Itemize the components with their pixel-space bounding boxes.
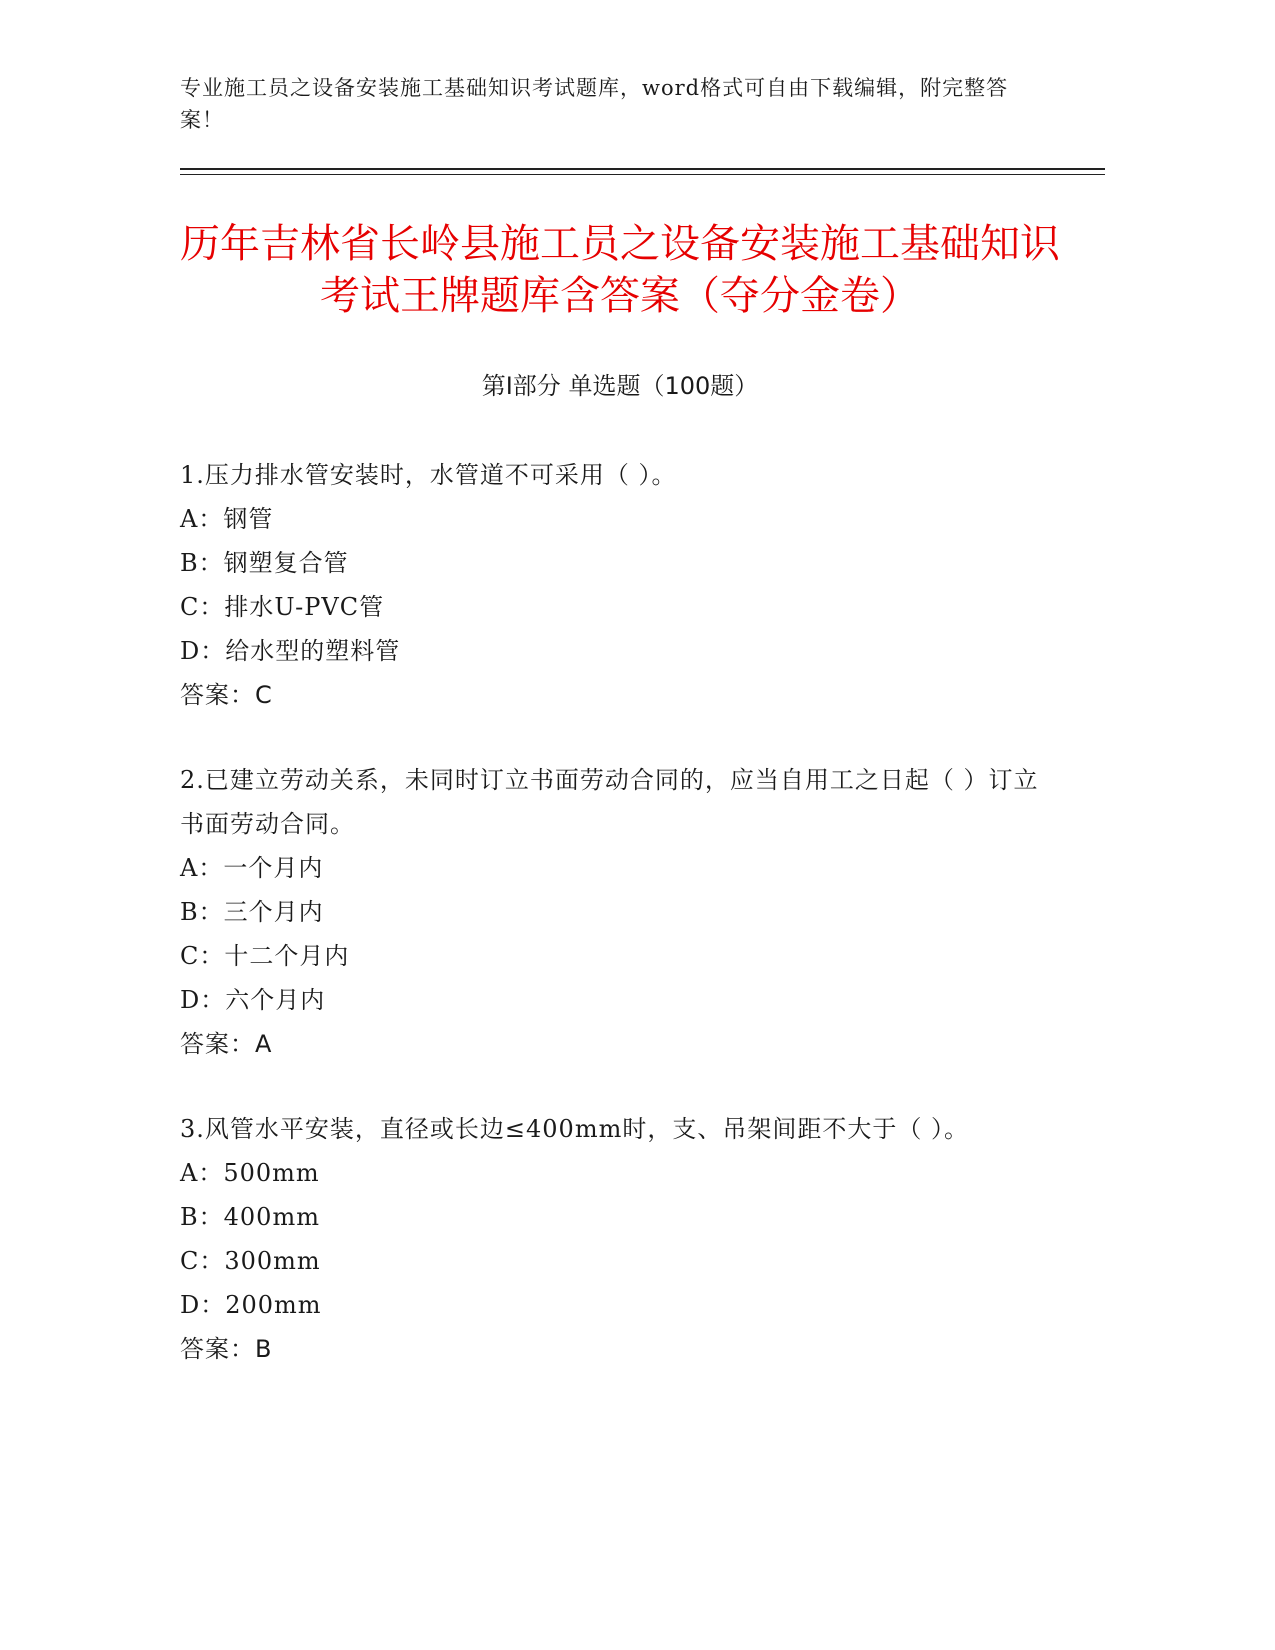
question-stem: 1.压力排水管安装时，水管道不可采用（ ）。 bbox=[180, 461, 677, 489]
option-c: C：十二个月内 bbox=[180, 942, 350, 970]
answer: 答案：B bbox=[180, 1335, 273, 1363]
question-3 bbox=[180, 1107, 1040, 1371]
header-note: 专业施工员之设备安装施工基础知识考试题库，word格式可自由下载编辑，附完整答案！ bbox=[180, 76, 1009, 132]
option-d: D：六个月内 bbox=[180, 986, 326, 1014]
option-b: B：400mm bbox=[180, 1203, 320, 1231]
option-a: A：钢管 bbox=[180, 505, 274, 533]
option-c: C：排水U-PVC管 bbox=[180, 593, 385, 621]
question-1 bbox=[180, 453, 1040, 717]
question-2 bbox=[180, 758, 1040, 1066]
document-title: 历年吉林省长岭县施工员之设备安装施工基础知识考试王牌题库含答案（夺分金卷） bbox=[180, 221, 1060, 319]
option-a: A：一个月内 bbox=[180, 854, 324, 882]
option-c: C：300mm bbox=[180, 1247, 321, 1275]
option-b: B：三个月内 bbox=[180, 898, 324, 926]
answer: 答案：A bbox=[180, 1030, 273, 1058]
question-stem: 2.已建立劳动关系，未同时订立书面劳动合同的，应当自用工之日起（ ）订立书面劳动合同。 bbox=[180, 766, 1039, 838]
option-a: A：500mm bbox=[180, 1159, 320, 1187]
header-divider-thin bbox=[180, 174, 1105, 175]
question-stem: 3.风管水平安装，直径或长边≤400mm时，支、吊架间距不大于（ ）。 bbox=[180, 1115, 969, 1143]
option-d: D：给水型的塑料管 bbox=[180, 637, 401, 665]
header-divider-thick bbox=[180, 168, 1105, 170]
option-d: D：200mm bbox=[180, 1291, 322, 1319]
option-b: B：钢塑复合管 bbox=[180, 549, 349, 577]
answer: 答案：C bbox=[180, 681, 273, 709]
section-title: 第Ⅰ部分 单选题（100题） bbox=[481, 372, 759, 400]
